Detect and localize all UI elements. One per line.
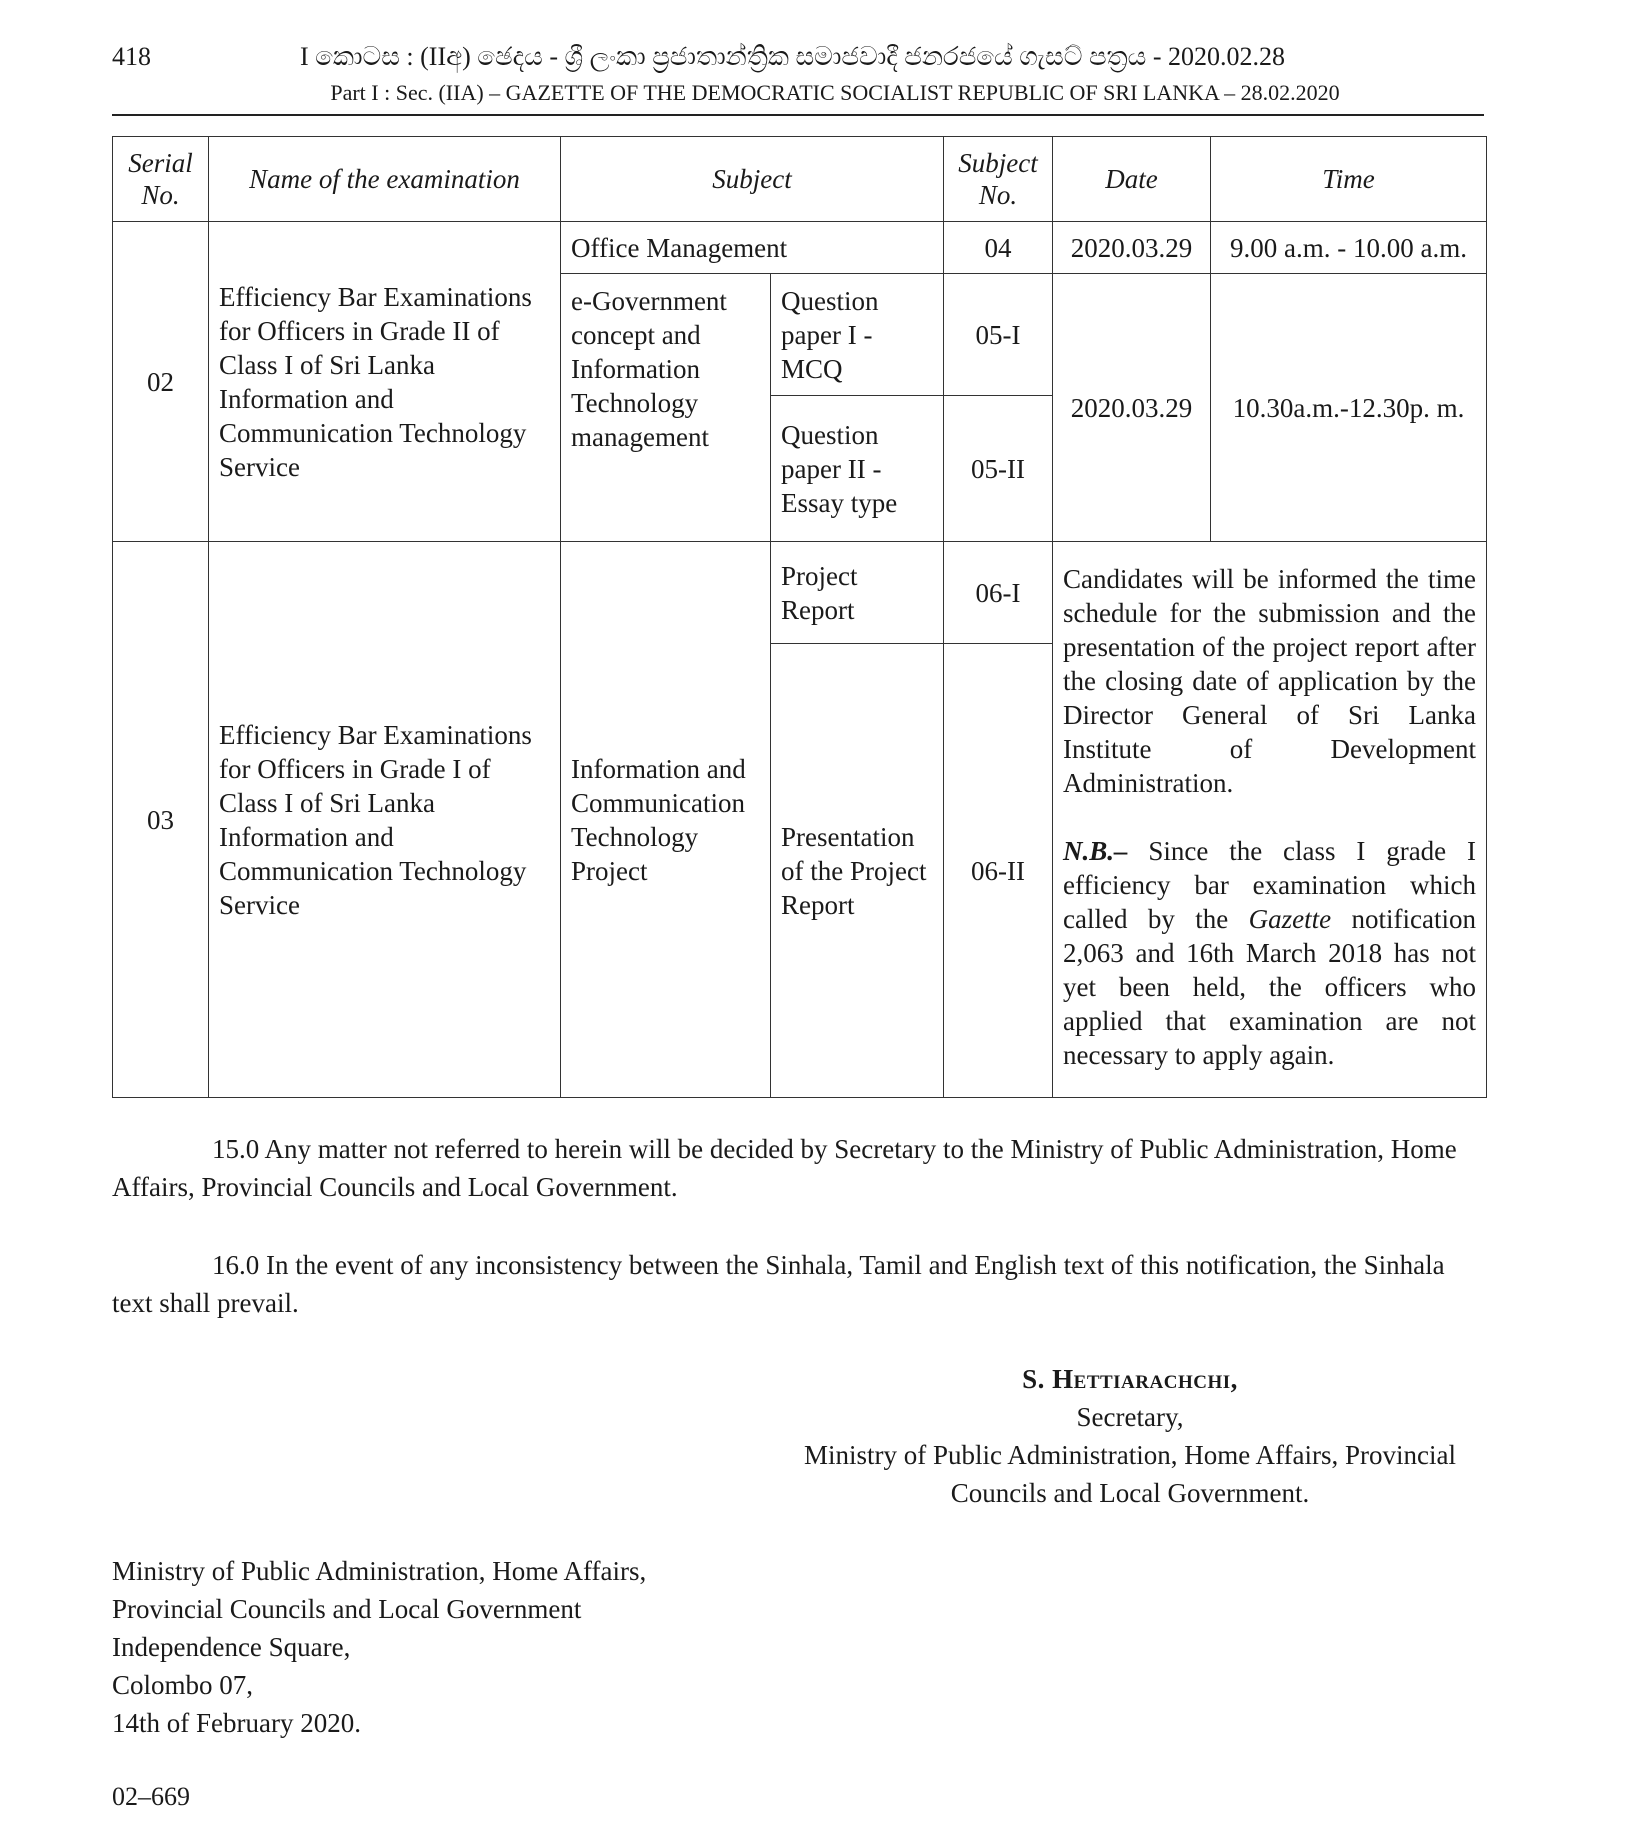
subject-office-management: Office Management bbox=[561, 222, 944, 274]
nb-label: N.B.– bbox=[1063, 836, 1128, 866]
subject-no-05-ii: 05-II bbox=[944, 396, 1053, 542]
header-title-english: Part I : Sec. (IIA) – GAZETTE OF THE DEMOCRATIC SOCIALIST REPUBLIC OF SRI LANKA – 28.02.2020 bbox=[330, 80, 1340, 105]
table-row bbox=[113, 542, 1487, 644]
nb-text-part2: notification 2,063 and 16th March 2018 has not yet been held, the officers who applied that examination are not necessary to apply again. bbox=[1063, 904, 1477, 1070]
project-report: Project Report bbox=[771, 542, 944, 644]
subject-ict-project: Information and Communication Technology Project bbox=[561, 542, 771, 1098]
date-04: 2020.03.29 bbox=[1053, 222, 1211, 274]
time-04: 9.00 a.m. - 10.00 a.m. bbox=[1211, 222, 1487, 274]
exam-name-02: Efficiency Bar Examinations for Officers in Grade II of Class I of Sri Lanka Information and Communication Technology Service bbox=[209, 222, 561, 542]
paragraph-16-text: 16.0 In the event of any inconsistency between the Sinhala, Tamil and English text of this notification, the Sinhala text shall prevail. bbox=[112, 1250, 1445, 1318]
signatory-ministry-line1: Ministry of Public Administration, Home Affairs, Provincial bbox=[804, 1440, 1456, 1470]
header-subject: Subject bbox=[561, 137, 944, 222]
header-date: Date bbox=[1053, 137, 1211, 222]
subject-no-04: 04 bbox=[944, 222, 1053, 274]
paragraph-15 bbox=[112, 1130, 1484, 1206]
date-05: 2020.03.29 bbox=[1053, 274, 1211, 542]
header-divider bbox=[112, 114, 1484, 116]
examination-table bbox=[112, 136, 1487, 1098]
time-05: 10.30a.m.-12.30p. m. bbox=[1211, 274, 1487, 542]
nb-gazette: Gazette bbox=[1248, 904, 1332, 934]
schedule-note-text: Candidates will be informed the time schedule for the submission and the presentation of the project report after the closing date of application by the Director General of Sri Lanka Institute of Development Administration. bbox=[1063, 564, 1477, 798]
address-date: 14th of February 2020. bbox=[112, 1708, 361, 1738]
address-line: Independence Square, bbox=[112, 1632, 351, 1662]
paper-2-essay: Question paper II - Essay type bbox=[771, 396, 944, 542]
paper-1-mcq: Question paper I - MCQ bbox=[771, 274, 944, 396]
header-time: Time bbox=[1211, 137, 1487, 222]
address-line: Colombo 07, bbox=[112, 1670, 254, 1700]
subject-egovernment: e-Government concept and Information Technology management bbox=[561, 274, 771, 542]
presentation-report: Presentation of the Project Report bbox=[771, 644, 944, 1098]
page-number: 418 bbox=[112, 42, 151, 71]
reference-number: 02–669 bbox=[112, 1782, 190, 1811]
schedule-note bbox=[1053, 542, 1487, 1098]
table-header-row bbox=[113, 137, 1487, 222]
table-row bbox=[113, 222, 1487, 274]
subject-no-05-i: 05-I bbox=[944, 274, 1053, 396]
signatory-name: S. Hettiarachchi, bbox=[1022, 1364, 1238, 1394]
header-serial-no: Serial No. bbox=[113, 137, 209, 222]
paragraph-16 bbox=[112, 1246, 1484, 1322]
signature-block bbox=[770, 1360, 1490, 1512]
signatory-ministry-line2: Councils and Local Government. bbox=[950, 1478, 1310, 1508]
signatory-title: Secretary, bbox=[1076, 1402, 1184, 1432]
header-subject-no: Subject No. bbox=[944, 137, 1053, 222]
paragraph-15-text: 15.0 Any matter not referred to herein will be decided by Secretary to the Ministry of Public Administration, Home Affairs, Provincial Councils and Local Government. bbox=[112, 1134, 1457, 1202]
serial-02: 02 bbox=[113, 222, 209, 542]
subject-no-06-ii: 06-II bbox=[944, 644, 1053, 1098]
header-title-sinhala: I කොටස : (IIඅ) ඡෙදය - ශ්‍රී ලංකා ප්‍රජාතාන්ත්‍රික සමාජවාදී ජනරජයේ ගැසට් පත්‍රය - 2020.02.28 bbox=[300, 42, 1286, 71]
subject-no-06-i: 06-I bbox=[944, 542, 1053, 644]
address-line: Provincial Councils and Local Government bbox=[112, 1594, 582, 1624]
address-line: Ministry of Public Administration, Home Affairs, bbox=[112, 1556, 647, 1586]
exam-name-03: Efficiency Bar Examinations for Officers in Grade I of Class I of Sri Lanka Information and Communication Technology Service bbox=[209, 542, 561, 1098]
serial-03: 03 bbox=[113, 542, 209, 1098]
header-examination-name: Name of the examination bbox=[209, 137, 561, 222]
address-block bbox=[112, 1552, 646, 1742]
nb-text-part1: Since the class I grade I efficiency bar examination which called by the bbox=[1063, 836, 1477, 934]
